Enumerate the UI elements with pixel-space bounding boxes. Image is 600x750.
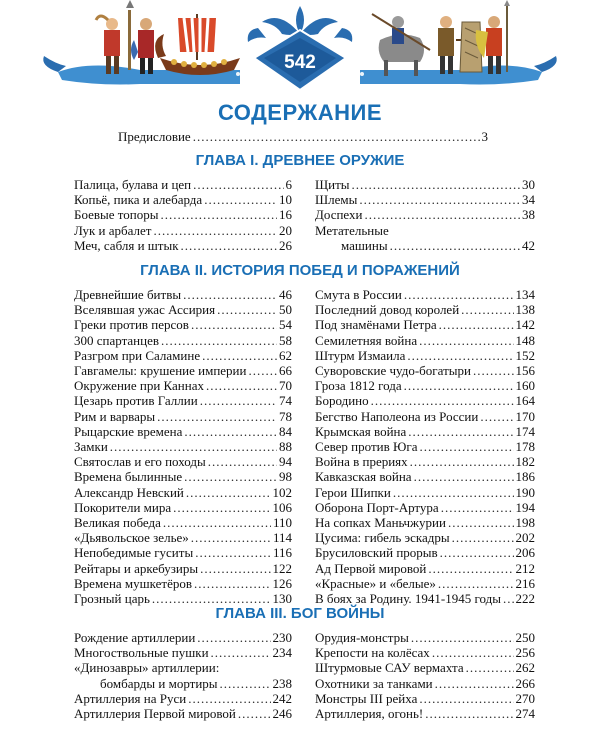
entry-page: 38 — [522, 207, 535, 223]
entry-title: Покорители мира — [74, 499, 172, 515]
toc-entry[interactable] — [315, 424, 535, 439]
toc-entry[interactable] — [74, 706, 292, 721]
toc-entry[interactable] — [74, 223, 292, 238]
entry-title: На сопках Маньчжурии — [315, 515, 446, 531]
entry-page: 242 — [272, 690, 292, 706]
entry-title: Орудия-монстры — [315, 630, 409, 645]
entry-title: Ад Первой мировой — [315, 560, 427, 576]
toc-entry[interactable] — [74, 645, 292, 660]
entry-title: В боях за Родину. 1941-1945 годы — [315, 591, 501, 607]
page-number: 542 — [284, 52, 316, 73]
chapter-2-heading: ГЛАВА II. ИСТОРИЯ ПОБЕД И ПОРАЖЕНИЙ — [140, 262, 460, 279]
chapter-2-left-column — [74, 287, 292, 606]
entry-page: 238 — [272, 675, 292, 691]
entry-page: 164 — [515, 393, 535, 409]
entry-page: 134 — [515, 287, 535, 302]
entry-page: 74 — [279, 393, 292, 409]
viking-warrior-illustration — [96, 0, 134, 74]
entry-title: Вселявшая ужас Ассирия — [74, 302, 216, 318]
entry-page: 102 — [272, 484, 292, 500]
entry-page: 222 — [515, 591, 535, 607]
entry-page: 186 — [515, 469, 535, 485]
entry-title: Предисловие — [118, 129, 191, 144]
entry-page: 156 — [515, 363, 535, 379]
entry-page: 206 — [515, 545, 535, 561]
entry-title: Под знамёнами Петра — [315, 317, 437, 333]
entry-page: 94 — [279, 454, 292, 470]
toc-entry[interactable] — [74, 515, 292, 530]
entry-title: Артиллерия на Руси — [74, 690, 187, 706]
toc-entry[interactable] — [315, 378, 535, 393]
entry-page: 42 — [522, 237, 535, 253]
entry-title: Крепости на колёсах — [315, 645, 430, 661]
toc-entry[interactable] — [74, 591, 292, 606]
entry-page: 126 — [272, 575, 292, 591]
toc-entry[interactable] — [315, 454, 535, 469]
entry-page: 20 — [279, 222, 292, 238]
toc-entry[interactable] — [315, 439, 535, 454]
toc-entry[interactable] — [315, 561, 535, 576]
toc-entry[interactable] — [74, 207, 292, 222]
header-ornament — [0, 0, 600, 98]
entry-title: Многоствольные пушки — [74, 645, 209, 661]
entry-title: Артиллерия Первой мировой — [74, 706, 236, 722]
entry-title: Штурмовые САУ вермахта — [315, 660, 464, 676]
toc-entry-preface[interactable] — [118, 129, 488, 144]
entry-title: Север против Юга — [315, 439, 418, 455]
toc-entry[interactable] — [315, 333, 535, 348]
entry-page: 26 — [279, 237, 292, 253]
entry-title: Бородино — [315, 393, 369, 409]
toc-entry[interactable] — [74, 469, 292, 484]
entry-page: 122 — [272, 560, 292, 576]
entry-title: Монстры III рейха — [315, 690, 418, 706]
toc-entry[interactable] — [315, 192, 535, 207]
entry-title: Смута в России — [315, 287, 402, 302]
toc-entry[interactable] — [74, 393, 292, 408]
toc-entry[interactable] — [315, 393, 535, 408]
toc-entry[interactable] — [315, 515, 535, 530]
toc-entry[interactable] — [74, 576, 292, 591]
toc-entry[interactable] — [315, 645, 535, 660]
entry-title: Крымская война — [315, 423, 407, 439]
toc-entry[interactable] — [74, 439, 292, 454]
entry-title: 300 спартанцев — [74, 332, 160, 348]
entry-page: 58 — [279, 332, 292, 348]
entry-page: 50 — [279, 302, 292, 318]
entry-page: 62 — [279, 347, 292, 363]
chapter-1-right-column — [315, 177, 535, 253]
entry-page: 170 — [515, 408, 535, 424]
toc-entry[interactable] — [315, 287, 535, 302]
entry-page: 152 — [515, 347, 535, 363]
toc-entry[interactable] — [74, 363, 292, 378]
entry-title-continued: бомбарды и мортиры — [100, 675, 218, 691]
entry-title: Война в прериях — [315, 454, 408, 470]
entry-page: 30 — [522, 177, 535, 192]
toc-entry[interactable] — [315, 223, 535, 253]
toc-entry[interactable] — [74, 530, 292, 545]
entry-page: 148 — [515, 332, 535, 348]
entry-page: 194 — [515, 499, 535, 515]
toc-entry[interactable] — [74, 302, 292, 317]
entry-page: 84 — [279, 423, 292, 439]
toc-entry[interactable] — [74, 409, 292, 424]
entry-title-continued: машины — [341, 237, 388, 253]
entry-title: Герои Шипки — [315, 484, 391, 500]
entry-page: 182 — [515, 454, 535, 470]
toc-entry[interactable] — [74, 424, 292, 439]
entry-page: 212 — [515, 560, 535, 576]
entry-page: 3 — [481, 129, 488, 144]
entry-page: 174 — [515, 423, 535, 439]
entry-title: Меч, сабля и штык — [74, 237, 179, 253]
entry-page: 234 — [272, 645, 292, 661]
toc-entry[interactable] — [74, 630, 292, 645]
entry-page: 54 — [279, 317, 292, 333]
entry-page: 114 — [272, 530, 292, 546]
toc-entry[interactable] — [74, 378, 292, 393]
entry-page: 256 — [515, 645, 535, 661]
mounted-knight-illustration — [372, 14, 430, 76]
entry-page: 16 — [279, 207, 292, 223]
entry-title: Рим и варвары — [74, 408, 156, 424]
entry-page: 190 — [515, 484, 535, 500]
entry-page: 10 — [279, 192, 292, 208]
toc-entry[interactable] — [315, 317, 535, 332]
entry-page: 66 — [279, 363, 292, 379]
chapter-2-right-column — [315, 287, 535, 606]
entry-page: 202 — [515, 530, 535, 546]
entry-title: Грозный царь — [74, 591, 150, 607]
entry-page: 178 — [515, 439, 535, 455]
decorative-header — [0, 0, 600, 98]
entry-title: Охотники за танками — [315, 675, 433, 691]
entry-title: Семилетняя война — [315, 332, 418, 348]
toc-entry[interactable] — [74, 192, 292, 207]
entry-title: Брусиловский прорыв — [315, 545, 438, 561]
entry-page: 70 — [279, 378, 292, 394]
entry-title: Доспехи — [315, 207, 363, 223]
entry-page: 116 — [272, 545, 292, 561]
chapter-1-left-column — [74, 177, 292, 253]
entry-title: Времена мушкетёров — [74, 575, 193, 591]
entry-title: «Красные» и «белые» — [315, 575, 436, 591]
toc-entry[interactable] — [74, 691, 292, 706]
entry-title: Замки — [74, 439, 108, 455]
entry-title: Последний довод королей — [315, 302, 460, 318]
entry-title: Разгром при Саламине — [74, 347, 201, 363]
entry-title: Щиты — [315, 177, 350, 192]
entry-title: Рейтары и аркебузиры — [74, 560, 199, 576]
entry-title: «Динозавры» артиллерии: — [74, 660, 220, 676]
entry-title: Александр Невский — [74, 484, 184, 500]
toc-entry[interactable] — [74, 660, 292, 690]
entry-page: 142 — [515, 317, 535, 333]
entry-title: Лук и арбалет — [74, 222, 152, 238]
toc-entry[interactable] — [315, 676, 535, 691]
entry-page: 274 — [515, 706, 535, 722]
chapter-1-heading: ГЛАВА I. ДРЕВНЕЕ ОРУЖИЕ — [195, 152, 405, 169]
entry-title: Кавказская война — [315, 469, 412, 485]
toc-entry[interactable] — [74, 177, 292, 192]
viking-longship-illustration — [155, 14, 240, 75]
toc-entry[interactable] — [315, 469, 535, 484]
entry-title: Суворовские чудо-богатыри — [315, 363, 471, 379]
toc-entry[interactable] — [315, 177, 535, 192]
toc-entry[interactable] — [315, 409, 535, 424]
entry-page: 106 — [272, 499, 292, 515]
entry-title: Греки против персов — [74, 317, 189, 333]
entry-title: «Дьявольское зелье» — [74, 530, 189, 546]
entry-title: Копьё, пика и алебарда — [74, 192, 203, 208]
toc-entry[interactable] — [74, 485, 292, 500]
entry-title: Оборона Порт-Артура — [315, 499, 439, 515]
toc-entry[interactable] — [315, 348, 535, 363]
entry-title: Бегство Наполеона из России — [315, 408, 479, 424]
entry-page: 230 — [272, 630, 292, 645]
toc-entry[interactable] — [74, 454, 292, 469]
entry-title: Цезарь против Галлии — [74, 393, 198, 409]
toc-entry[interactable] — [315, 207, 535, 222]
entry-page: 250 — [515, 630, 535, 645]
toc-entry[interactable] — [315, 630, 535, 645]
toc-entry[interactable] — [315, 660, 535, 675]
toc-entry[interactable] — [74, 500, 292, 515]
chapter-3-heading: ГЛАВА III. БОГ ВОЙНЫ — [215, 605, 385, 622]
entry-title: Цусима: гибель эскадры — [315, 530, 450, 546]
toc-entry[interactable] — [74, 545, 292, 560]
page-title: СОДЕРЖАНИЕ — [217, 100, 383, 125]
entry-title: Метательные — [315, 222, 389, 238]
toc-entry[interactable] — [315, 500, 535, 515]
toc-entry[interactable] — [74, 333, 292, 348]
toc-entry[interactable] — [74, 238, 292, 253]
entry-page: 138 — [515, 302, 535, 318]
entry-page: 110 — [272, 515, 292, 531]
toc-entry[interactable] — [74, 348, 292, 363]
entry-title: Древнейшие битвы — [74, 287, 182, 302]
entry-title: Времена былинные — [74, 469, 183, 485]
entry-page: 246 — [272, 706, 292, 722]
entry-page: 130 — [272, 591, 292, 607]
entry-page: 88 — [279, 439, 292, 455]
toc-entry[interactable] — [74, 317, 292, 332]
entry-title: Палица, булава и цеп — [74, 177, 192, 192]
entry-title: Святослав и его походы — [74, 454, 206, 470]
entry-page: 46 — [279, 287, 292, 302]
entry-page: 98 — [279, 469, 292, 485]
entry-title: Рыцарские времена — [74, 423, 183, 439]
toc-entry[interactable] — [315, 591, 535, 606]
entry-title: Рождение артиллерии — [74, 630, 196, 645]
entry-page: 266 — [515, 675, 535, 691]
entry-page: 270 — [515, 690, 535, 706]
entry-title: Боевые топоры — [74, 207, 159, 223]
entry-title: Великая победа — [74, 515, 161, 531]
toc-entry[interactable] — [315, 706, 535, 721]
entry-page: 198 — [515, 515, 535, 531]
entry-title: Окружение при Каннах — [74, 378, 204, 394]
entry-page: 160 — [515, 378, 535, 394]
entry-page: 216 — [515, 575, 535, 591]
toc-entry[interactable] — [315, 302, 535, 317]
chapter-3-right-column — [315, 630, 535, 721]
entry-title: Шлемы — [315, 192, 358, 208]
toc-entry[interactable] — [315, 545, 535, 560]
toc-entry[interactable] — [315, 363, 535, 378]
toc-entry[interactable] — [315, 576, 535, 591]
chapter-3-left-column — [74, 630, 292, 721]
toc-entry[interactable] — [315, 691, 535, 706]
entry-page: 6 — [285, 177, 292, 192]
knight-red-illustration — [131, 18, 154, 74]
entry-page: 78 — [279, 408, 292, 424]
toc-entry[interactable] — [315, 485, 535, 500]
entry-title: Штурм Измаила — [315, 347, 406, 363]
toc-entry[interactable] — [315, 530, 535, 545]
entry-page: 34 — [522, 192, 535, 208]
toc-entry[interactable] — [74, 561, 292, 576]
entry-title: Непобедимые гуситы — [74, 545, 194, 561]
toc-entry[interactable] — [74, 287, 292, 302]
entry-title: Гроза 1812 года — [315, 378, 402, 394]
entry-title: Гавгамелы: крушение империи — [74, 363, 247, 379]
entry-page: 262 — [515, 660, 535, 676]
entry-title: Артиллерия, огонь! — [315, 706, 424, 722]
